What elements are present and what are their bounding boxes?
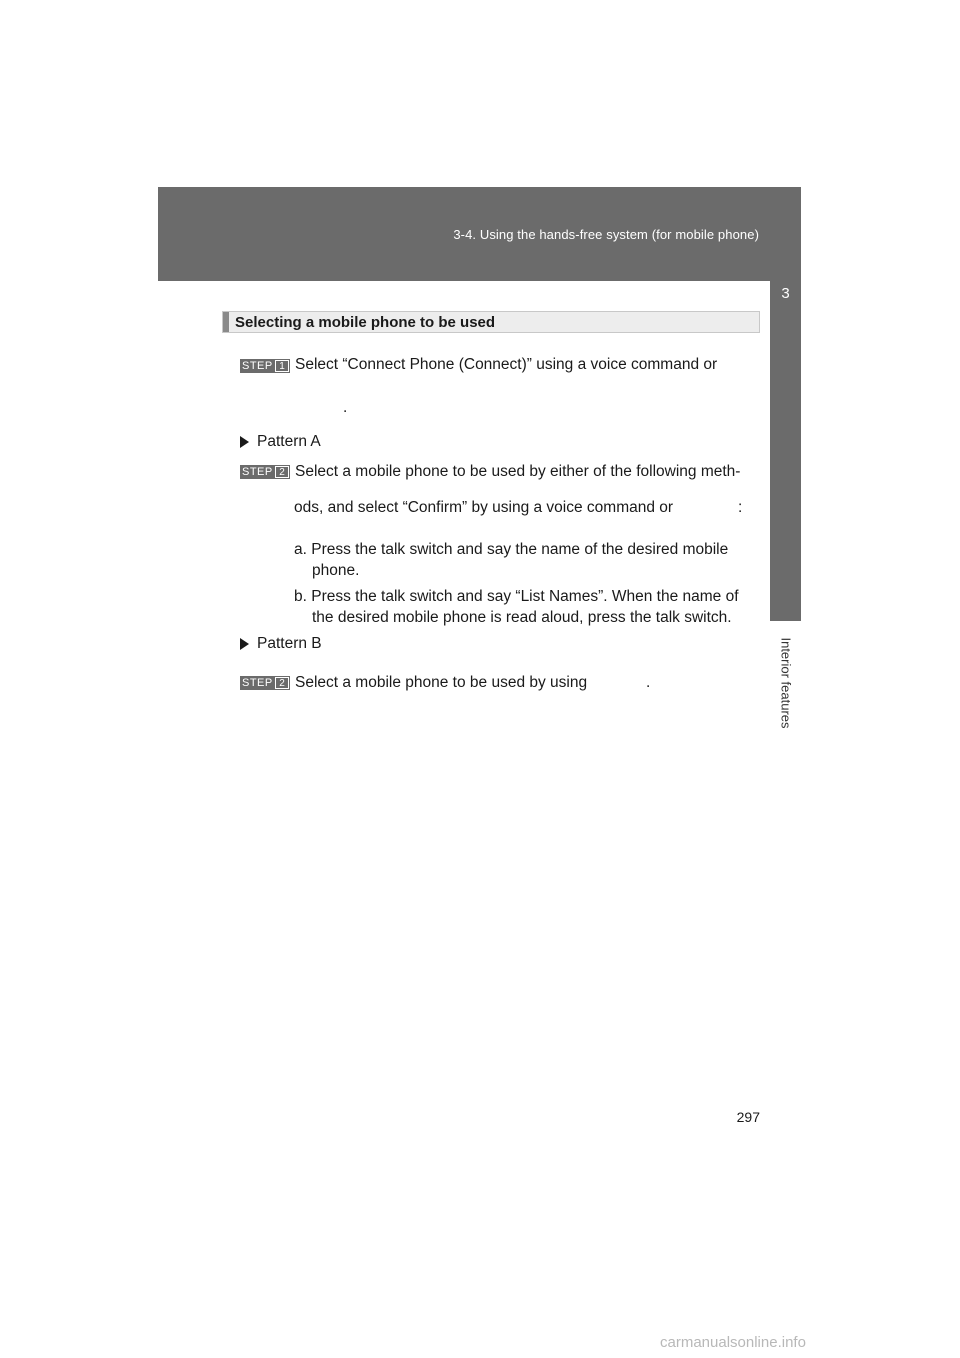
heading-accent-bar [223,312,229,332]
step-badge-number: 1 [275,360,289,372]
step-badge-2b [240,676,290,690]
step-2b-trailing-period: . [646,674,651,691]
step-1-text: Select “Connect Phone (Connect)” using a voice command or [295,356,718,373]
triangle-bullet-icon [240,638,249,650]
step-badge-label: STEP [242,360,273,372]
option-b-line2: the desired mobile phone is read aloud, press the talk switch. [312,609,732,626]
step-2a-trailing-colon: : [738,499,743,516]
section-heading-text: Selecting a mobile phone to be used [235,314,496,331]
page-number: 297 [736,1109,760,1125]
pattern-a-heading [240,433,321,451]
step-badge-number: 2 [275,677,289,689]
step-badge-number: 2 [275,466,289,478]
chapter-number: 3 [781,285,790,302]
pattern-b-label: Pattern B [257,635,322,652]
step-badge-1 [240,359,290,373]
step-2a-continuation: ods, and select “Confirm” by using a voice command or [294,499,674,516]
section-heading [222,311,760,333]
step-2a-text: Select a mobile phone to be used by either of the following meth- [295,463,741,480]
watermark-text: carmanualsonline.info [660,1334,806,1351]
pattern-a-label: Pattern A [257,433,321,450]
section-path-title: 3-4. Using the hands-free system (for mobile phone) [453,227,759,242]
pattern-b-heading [240,635,322,653]
step-badge-2a [240,465,290,479]
step-2b-text: Select a mobile phone to be used by using [295,674,588,691]
option-a-line1: a. Press the talk switch and say the name of the desired mobile [294,541,729,558]
step-1-continuation: . [343,399,348,416]
step-badge-label: STEP [242,677,273,689]
chapter-header-band [158,187,801,281]
chapter-tab [770,281,801,621]
step-badge-label: STEP [242,466,273,478]
triangle-bullet-icon [240,436,249,448]
chapter-label-text: Interior features [778,637,793,729]
chapter-side-label [770,628,801,738]
option-b-line1: b. Press the talk switch and say “List Names”. When the name of [294,588,739,605]
option-a-line2: phone. [312,562,360,579]
